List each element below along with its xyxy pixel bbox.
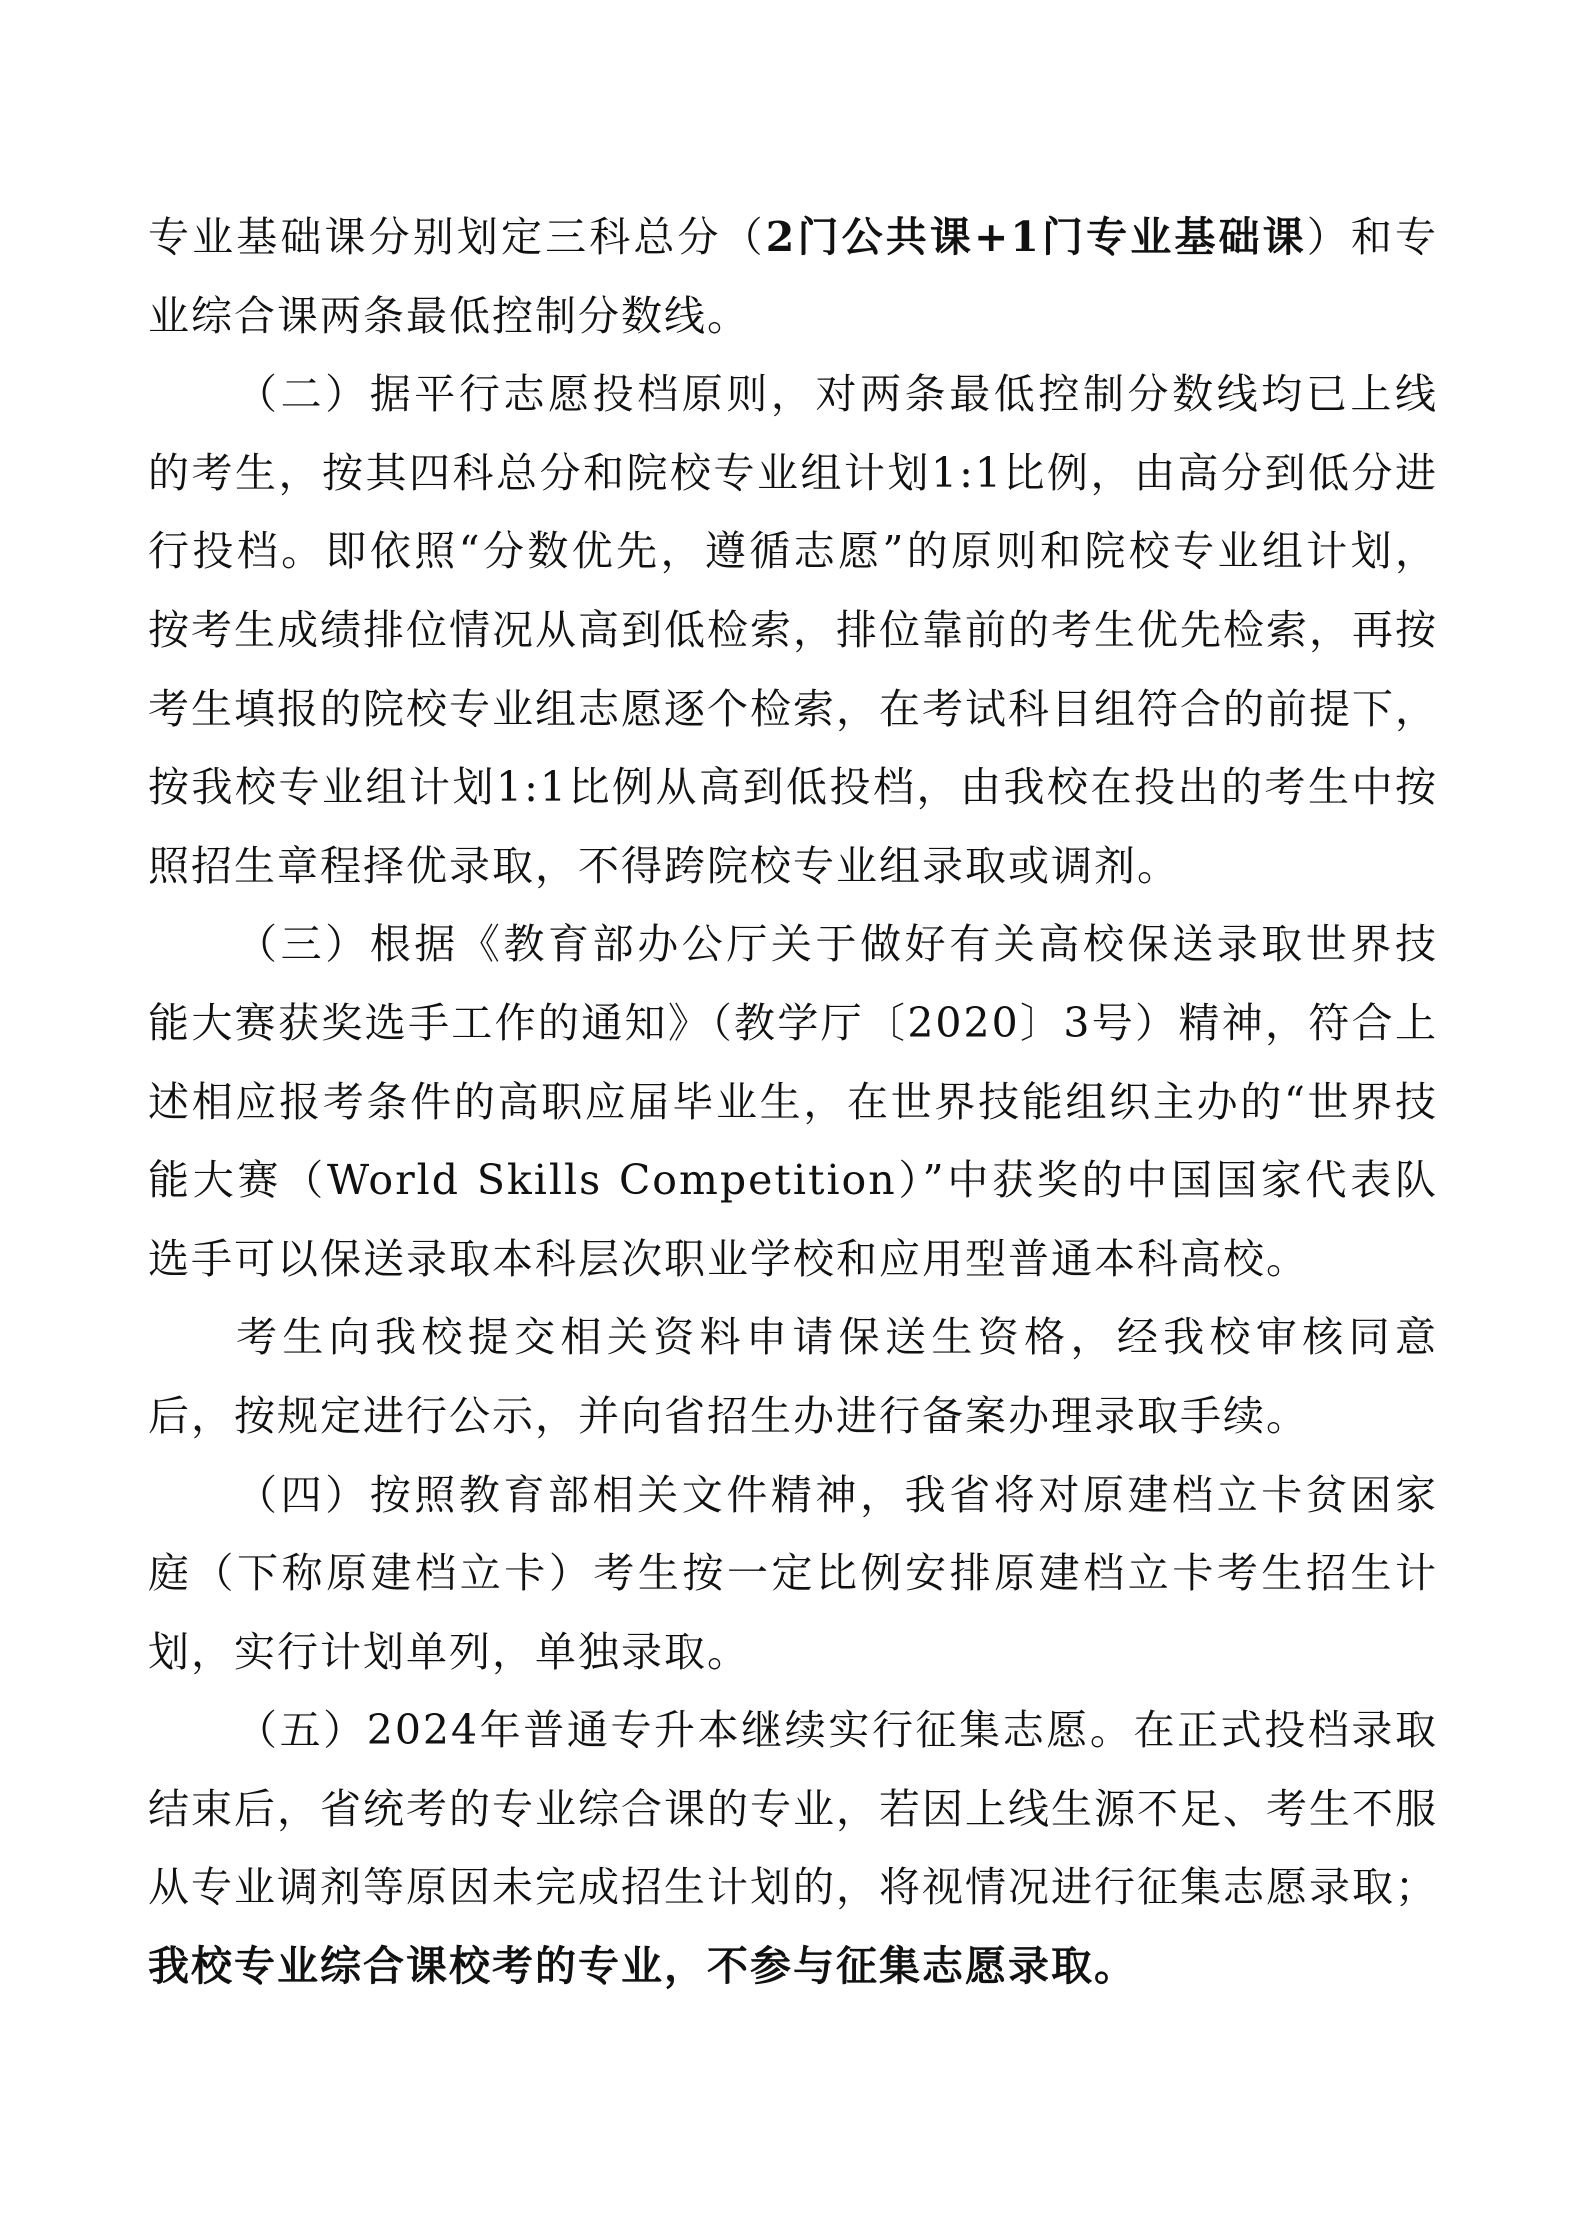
paragraph-solicitation — [148, 1691, 1438, 2005]
paragraph-recommendation-procedure — [148, 1298, 1438, 1455]
text-run: （四）按照教育部相关文件精神，我省将对原建档立卡贫困家庭（下称原建档立卡）考生按一定比例安排原建档立卡考生招生计划，实行计划单列，单独录取。 — [148, 1470, 1438, 1676]
paragraph-world-skills — [148, 905, 1438, 1298]
text-run: （二）据平行志愿投档原则，对两条最低控制分数线均已上线的考生，按其四科总分和院校专业组计划1:1比例，由高分到低分进行投档。即依照“分数优先，遵循志愿”的原则和院校专业组计划，按考生成绩排位情况从高到低检索，排位靠前的考生优先检索，再按考生填报的院校专业组志愿逐个检索，在考试科目组符合的前提下，按我校专业组计划1:1比例从高到低投档，由我校在投出的考生中按照招生章程择优录取，不得跨院校专业组录取或调剂。 — [148, 370, 1438, 890]
text-run-bold: 我校专业综合课校考的专业，不参与征集志愿录取。 — [148, 1942, 1137, 1991]
text-run: ）和专业综合课两条最低控制分数线。 — [148, 213, 1439, 340]
text-run-bold: 2门公共课+1门专业基础课 — [765, 213, 1307, 261]
paragraph-parallel-admission — [148, 355, 1438, 905]
text-run: 专业基础课分别划定三科总分（ — [148, 213, 766, 261]
text-run: （五）2024年普通专升本继续实行征集志愿。在正式投档录取结束后，省统考的专业综合课的专业，若因上线生源不足、考生不服从专业调剂等原因未完成招生计划的，将视情况进行征集志愿录取； — [148, 1706, 1438, 1912]
text-run: （三）根据《教育部办公厅关于做好有关高校保送录取世界技能大赛获奖选手工作的通知》（教学厅〔2020〕3号）精神，符合上述相应报考条件的高职应届毕业生，在世界技能组织主办的“世界技能大赛（World Skills Competition）”中获奖的中国国家代表队选手可以保送录取本科层次职业学校和应用型普通本科高校。 — [148, 920, 1438, 1283]
paragraph-score-lines — [148, 198, 1438, 355]
paragraph-poverty-plan — [148, 1456, 1438, 1692]
text-run: 考生向我校提交相关资料申请保送生资格，经我校审核同意后，按规定进行公示，并向省招生办进行备案办理录取手续。 — [148, 1313, 1438, 1440]
document-body — [148, 198, 1438, 2006]
